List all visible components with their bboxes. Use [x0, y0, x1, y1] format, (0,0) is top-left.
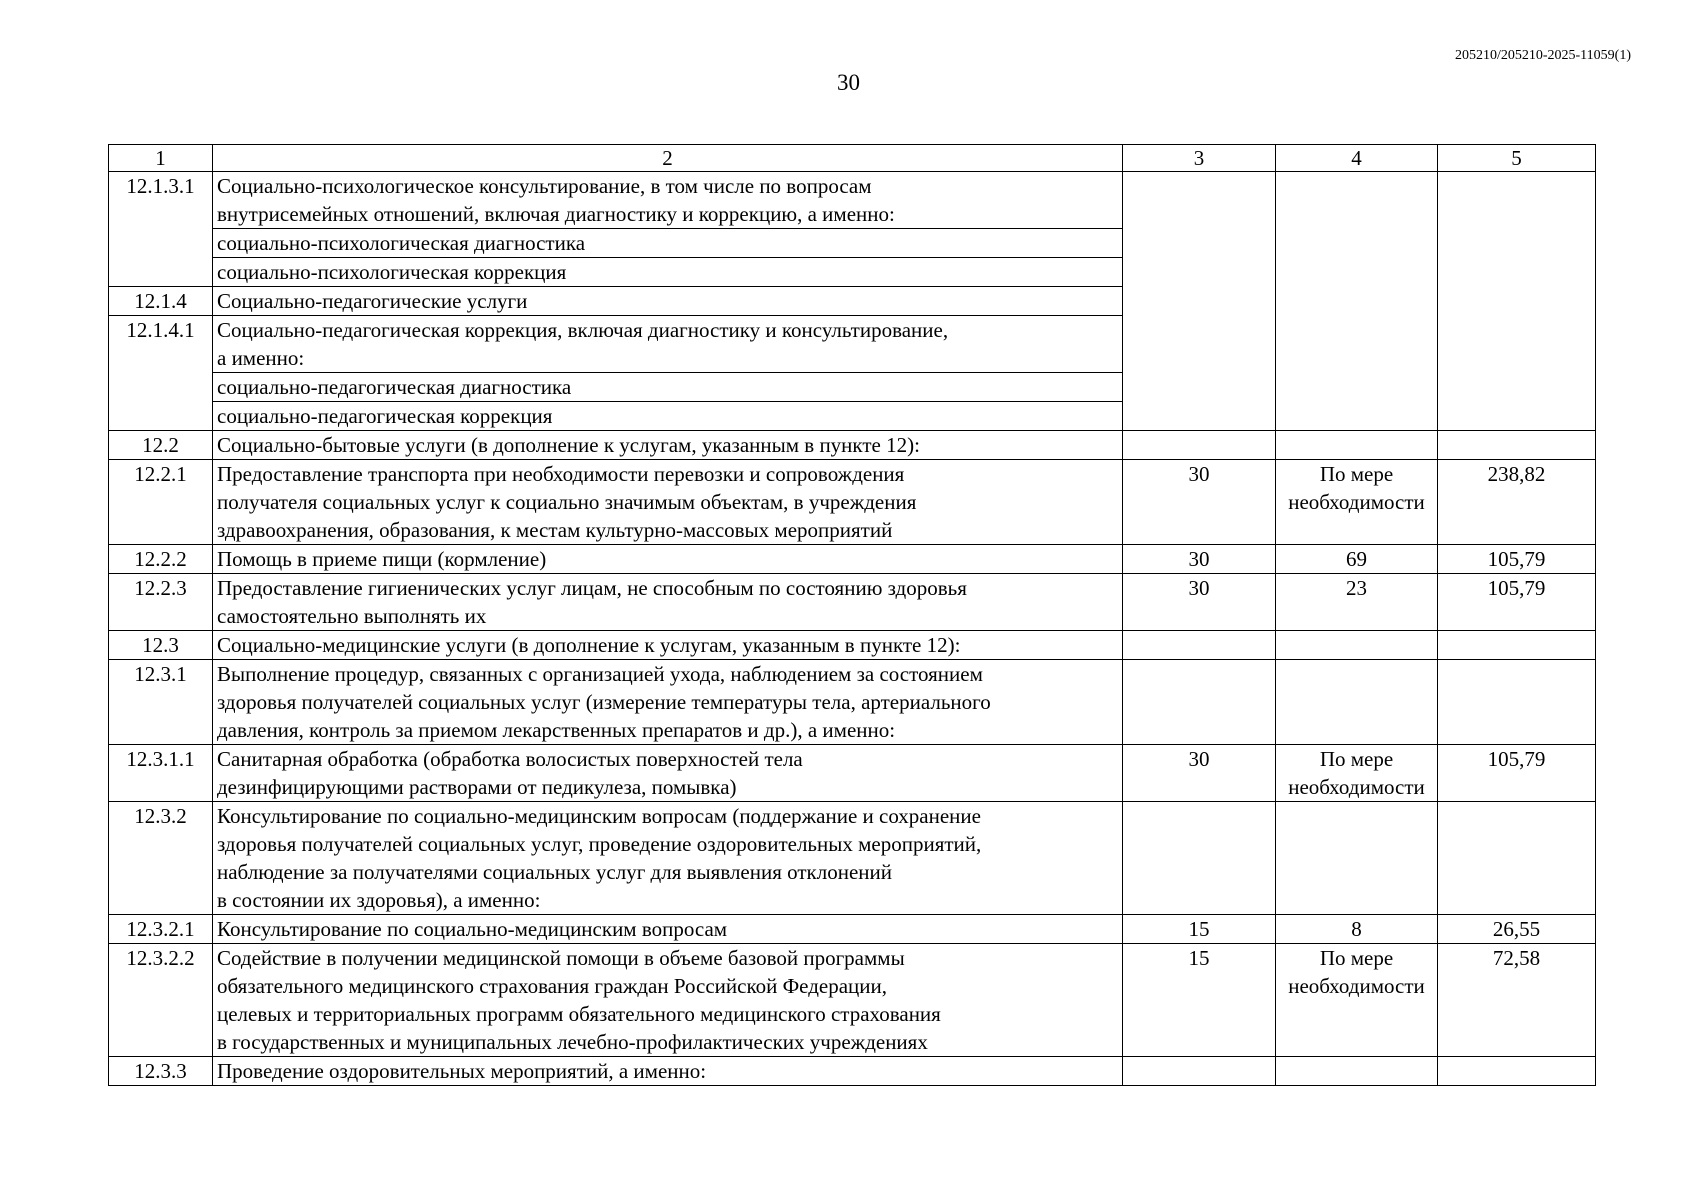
- header-row: [109, 145, 1596, 172]
- frequency-line: По мере: [1319, 946, 1394, 970]
- table-row: [109, 1057, 1596, 1086]
- item-code: 12.3.2: [109, 802, 213, 915]
- price-value: [1438, 460, 1596, 545]
- table-row: [109, 460, 1596, 545]
- price-value: [1438, 745, 1596, 802]
- item-description-line: получателя социальных услуг к социально значимым объектам, в учреждения: [217, 490, 917, 514]
- price-value: [1438, 915, 1596, 944]
- item-description: [213, 631, 1123, 660]
- frequency-value: [1276, 944, 1438, 1057]
- item-description-line: социально-психологическая диагностика: [217, 231, 586, 255]
- item-description-line: давления, контроль за приемом лекарственных препаратов и др.), а именно:: [217, 718, 896, 742]
- item-description-line: Проведение оздоровительных мероприятий, а именно:: [217, 1059, 707, 1083]
- frequency-value: [1276, 745, 1438, 802]
- rate-value: 30: [1188, 576, 1210, 600]
- item-description-line: внутрисемейных отношений, включая диагностику и коррекцию, а именно:: [217, 202, 895, 226]
- merged-value-cell: [1123, 172, 1276, 431]
- item-description: [213, 915, 1123, 944]
- frequency-line: необходимости: [1288, 490, 1425, 514]
- merged-value-cell: [1276, 172, 1438, 431]
- frequency-value: [1276, 545, 1438, 574]
- price-value: 105,79: [1487, 747, 1546, 771]
- item-description: [213, 660, 1123, 745]
- item-description-line: в государственных и муниципальных лечебно-профилактических учреждениях: [217, 1030, 928, 1054]
- price-value: [1438, 431, 1596, 460]
- item-description-line: обязательного медицинского страхования граждан Российской Федерации,: [217, 974, 888, 998]
- frequency-value: 23: [1346, 576, 1367, 600]
- item-code: 12.3.3: [109, 1057, 213, 1086]
- item-description: [213, 316, 1123, 373]
- item-description-line: Санитарная обработка (обработка волосистых поверхностей тела: [217, 747, 803, 771]
- rate-value: 30: [1188, 462, 1210, 486]
- rate-value: [1123, 944, 1276, 1057]
- table-row: [109, 660, 1596, 745]
- frequency-line: необходимости: [1288, 974, 1425, 998]
- frequency-line: необходимости: [1288, 775, 1425, 799]
- price-value: 105,79: [1487, 576, 1546, 600]
- rate-value: 30: [1188, 547, 1210, 571]
- table-row: [109, 631, 1596, 660]
- price-value: 26,55: [1492, 917, 1541, 941]
- header-cell: 3: [1123, 145, 1276, 172]
- item-description-line: Социально-педагогическая коррекция, включая диагностику и консультирование,: [217, 318, 949, 342]
- rate-value: [1123, 745, 1276, 802]
- item-code: 12.2.3: [109, 574, 213, 631]
- item-description-line: Консультирование по социально-медицинским вопросам: [217, 917, 728, 941]
- frequency-value: [1276, 660, 1438, 745]
- item-description-line: Социально-медицинские услуги (в дополнение к услугам, указанным в пункте 12):: [217, 633, 961, 657]
- item-code: 12.1.4: [109, 287, 213, 316]
- price-value: [1438, 944, 1596, 1057]
- frequency-value: [1276, 574, 1438, 631]
- item-description: [213, 258, 1123, 287]
- item-description-line: Консультирование по социально-медицинским вопросам (поддержание и сохранение: [217, 804, 981, 828]
- price-value: 72,58: [1492, 946, 1541, 970]
- item-description-line: наблюдение за получателями социальных услуг для выявления отклонений: [217, 860, 892, 884]
- price-value: [1438, 545, 1596, 574]
- item-description-line: Социально-педагогические услуги: [217, 289, 528, 313]
- rate-value: [1123, 431, 1276, 460]
- item-description: [213, 431, 1123, 460]
- item-code: 12.3.2.2: [109, 944, 213, 1057]
- item-code: 12.3.2.1: [109, 915, 213, 944]
- table-row: [109, 172, 1596, 229]
- table-row: [109, 431, 1596, 460]
- rate-value: 30: [1188, 747, 1210, 771]
- item-description: [213, 574, 1123, 631]
- item-description: [213, 172, 1123, 229]
- item-description-line: дезинфицирующими растворами от педикулеза, помывка): [217, 775, 737, 799]
- item-code: 12.2.2: [109, 545, 213, 574]
- price-value: 238,82: [1487, 462, 1546, 486]
- frequency-line: По мере: [1319, 462, 1394, 486]
- page-number: 30: [837, 70, 860, 95]
- price-value: [1438, 574, 1596, 631]
- rate-value: [1123, 802, 1276, 915]
- frequency-value: [1276, 631, 1438, 660]
- rate-value: 15: [1188, 946, 1210, 970]
- item-code: 12.2.1: [109, 460, 213, 545]
- item-description-line: целевых и территориальных программ обязательного медицинского страхования: [217, 1002, 941, 1026]
- frequency-value: [1276, 915, 1438, 944]
- item-description-line: Предоставление транспорта при необходимости перевозки и сопровождения: [217, 462, 905, 486]
- item-description: [213, 1057, 1123, 1086]
- item-description-line: а именно:: [217, 346, 305, 370]
- item-description: [213, 373, 1123, 402]
- price-value: [1438, 802, 1596, 915]
- header-cell: 4: [1276, 145, 1438, 172]
- item-description-line: здоровья получателей социальных услуг (измерение температуры тела, артериального: [217, 690, 991, 714]
- item-description-line: социально-педагогическая диагностика: [217, 375, 572, 399]
- price-value: [1438, 660, 1596, 745]
- price-value: [1438, 631, 1596, 660]
- table-row: [109, 802, 1596, 915]
- header-cell: 2: [213, 145, 1123, 172]
- item-description-line: Помощь в приеме пищи (кормление): [217, 547, 547, 571]
- document-id: 205210/205210-2025-11059(1): [1454, 48, 1631, 63]
- item-description-line: здравоохранения, образования, к местам культурно-массовых мероприятий: [217, 518, 893, 542]
- item-description: [213, 287, 1123, 316]
- item-code: 12.3.1: [109, 660, 213, 745]
- table-row: [109, 944, 1596, 1057]
- merged-value-cell: [1438, 172, 1596, 431]
- item-description-line: социально-психологическая коррекция: [217, 260, 567, 284]
- item-description-line: здоровья получателей социальных услуг, проведение оздоровительных мероприятий,: [217, 832, 982, 856]
- frequency-line: По мере: [1319, 747, 1394, 771]
- item-description: [213, 460, 1123, 545]
- header-cell: 5: [1438, 145, 1596, 172]
- item-description: [213, 944, 1123, 1057]
- price-value: [1438, 1057, 1596, 1086]
- table-row: [109, 745, 1596, 802]
- item-description-line: в состоянии их здоровья), а именно:: [217, 888, 541, 912]
- services-table: [108, 144, 1596, 1086]
- item-description: [213, 802, 1123, 915]
- item-description-line: Предоставление гигиенических услуг лицам, не способным по состоянию здоровья: [217, 576, 967, 600]
- rate-value: [1123, 574, 1276, 631]
- item-code: 12.1.4.1: [109, 316, 213, 431]
- item-description-line: Содействие в получении медицинской помощи в объеме базовой программы: [217, 946, 905, 970]
- item-description-line: Социально-психологическое консультирование, в том числе по вопросам: [217, 174, 872, 198]
- item-description: [213, 545, 1123, 574]
- price-value: 105,79: [1487, 547, 1546, 571]
- rate-value: 15: [1188, 917, 1210, 941]
- rate-value: [1123, 460, 1276, 545]
- rate-value: [1123, 660, 1276, 745]
- item-code: 12.2: [109, 431, 213, 460]
- rate-value: [1123, 545, 1276, 574]
- frequency-value: 69: [1346, 547, 1367, 571]
- item-code: 12.3: [109, 631, 213, 660]
- item-description-line: Выполнение процедур, связанных с организацией ухода, наблюдением за состоянием: [217, 662, 983, 686]
- frequency-value: [1276, 1057, 1438, 1086]
- header-cell: 1: [109, 145, 213, 172]
- table-row: [109, 915, 1596, 944]
- item-description: [213, 745, 1123, 802]
- item-description-line: самостоятельно выполнять их: [217, 604, 487, 628]
- item-description-line: социально-педагогическая коррекция: [217, 404, 553, 428]
- table-row: [109, 545, 1596, 574]
- frequency-value: [1276, 460, 1438, 545]
- item-description: [213, 402, 1123, 431]
- item-code: 12.3.1.1: [109, 745, 213, 802]
- frequency-value: [1276, 431, 1438, 460]
- frequency-value: 8: [1351, 917, 1362, 941]
- rate-value: [1123, 1057, 1276, 1086]
- item-code: 12.1.3.1: [109, 172, 213, 287]
- item-description-line: Социально-бытовые услуги (в дополнение к услугам, указанным в пункте 12):: [217, 433, 920, 457]
- table-row: [109, 574, 1596, 631]
- rate-value: [1123, 915, 1276, 944]
- item-description: [213, 229, 1123, 258]
- rate-value: [1123, 631, 1276, 660]
- frequency-value: [1276, 802, 1438, 915]
